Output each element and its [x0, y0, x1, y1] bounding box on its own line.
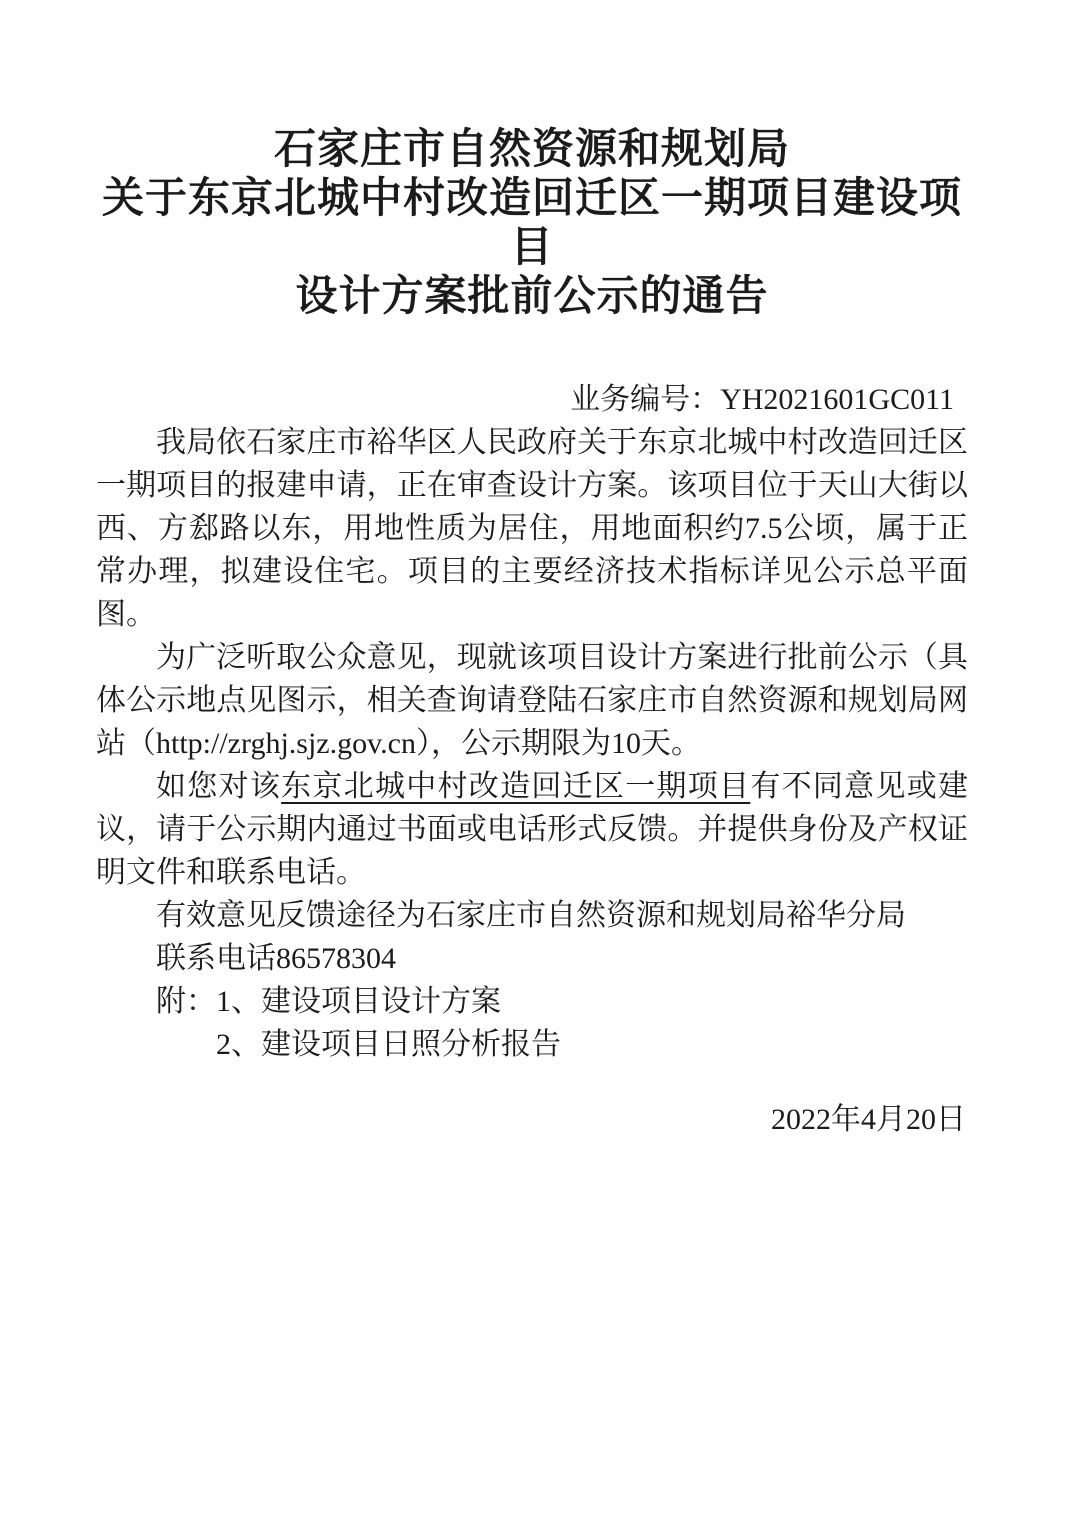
underlined-project-name: 东京北城中村改造回迁区一期项目	[281, 770, 751, 803]
line-feedback-channel: 有效意见反馈途径为石家庄市自然资源和规划局裕华分局	[156, 899, 906, 932]
feedback-prefix-text: 如您对该	[156, 770, 282, 803]
title-line-2: 关于东京北城中村改造回迁区一期项目建设项目	[101, 176, 962, 271]
attachment-label: 附：	[156, 985, 216, 1018]
paragraph-project-review: 我局依石家庄市裕华区人民政府关于东京北城中村改造回迁区一期项目的报建申请，正在审查设计方案。该项目位于天山大街以西、方郄路以东，用地性质为居住，用地面积约7.5公顷，属于正常办理，拟建设住宅。项目的主要经济技术指标详见公示总平面图。	[96, 426, 968, 631]
line-contact-phone: 联系电话86578304	[156, 942, 396, 975]
paragraph-publicity-notice: 为广泛听取公众意见，现就该项目设计方案进行批前公示（具体公示地点见图示，相关查询请登陆石家庄市自然资源和规划局网站（http://zrghj.sjz.gov.cn），公示期限为10天。	[96, 641, 968, 760]
document-body	[96, 421, 968, 1066]
line-attachment-2	[96, 1023, 968, 1066]
title-line-3: 设计方案批前公示的通告	[295, 274, 769, 320]
title-line-1: 石家庄市自然资源和规划局	[273, 127, 790, 173]
document-title	[96, 126, 968, 322]
paragraph-feedback-instructions	[96, 765, 968, 894]
feedback-suffix-text: 有不同意见或建议，请于公示期内通过书面或电话形式反馈。并提供身份及产权证明文件和联系电话。	[96, 770, 969, 889]
attachment-item-1: 1、建设项目设计方案	[216, 985, 501, 1018]
line-attachment-1	[96, 980, 968, 1023]
document-date: 2022年4月20日	[771, 1103, 966, 1136]
attachment-item-2: 2、建设项目日照分析报告	[216, 1028, 561, 1061]
business-number: 业务编号：YH2021601GC011	[570, 383, 954, 416]
